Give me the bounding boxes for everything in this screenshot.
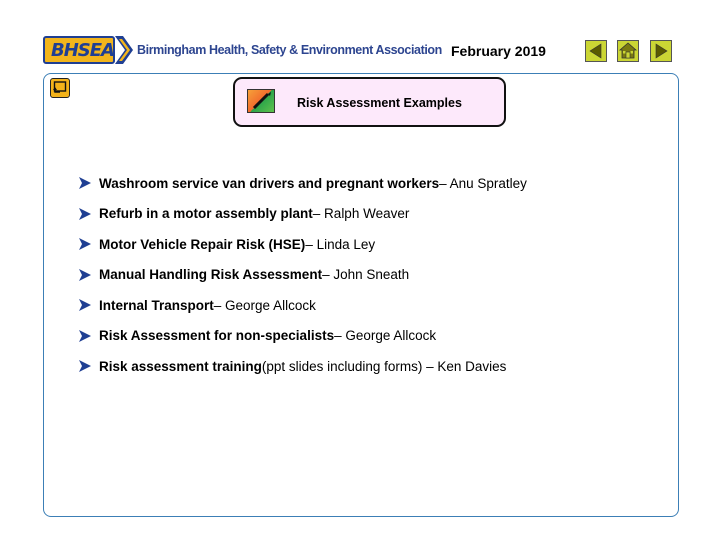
screen-return-icon <box>51 79 69 97</box>
example-author: – Linda Ley <box>305 236 376 252</box>
example-link[interactable]: Manual Handling Risk Assessment <box>99 267 323 283</box>
examples-list <box>78 168 527 382</box>
list-item <box>78 168 527 199</box>
right-arrow-icon <box>651 41 671 61</box>
return-link-button[interactable] <box>50 78 70 98</box>
bullet-arrow-icon <box>78 268 92 282</box>
list-item <box>78 260 527 291</box>
example-author: – George Allcock <box>334 328 437 344</box>
example-link[interactable]: Internal Transport <box>99 297 214 313</box>
next-slide-button[interactable] <box>650 40 672 62</box>
org-name: Birmingham Health, Safety & Environment Association <box>137 43 442 57</box>
example-author: – John Sneath <box>322 267 410 283</box>
bullet-arrow-icon <box>78 298 92 312</box>
example-author: – Anu Spratley <box>439 175 527 191</box>
logo-chevron-icon <box>113 36 133 64</box>
left-arrow-icon <box>586 41 606 61</box>
list-item <box>78 351 527 382</box>
example-link[interactable]: Motor Vehicle Repair Risk (HSE) <box>99 236 306 252</box>
risk-assessment-icon <box>247 89 275 113</box>
bullet-arrow-icon <box>78 237 92 251</box>
logo-badge <box>43 36 115 64</box>
example-author: – Ralph Weaver <box>312 206 410 222</box>
example-author: (ppt slides including forms) – Ken Davies <box>261 358 507 374</box>
title-box <box>233 77 506 127</box>
bullet-arrow-icon <box>78 329 92 343</box>
list-item <box>78 199 527 230</box>
example-link[interactable]: Risk assessment training <box>99 358 262 374</box>
example-link[interactable]: Refurb in a motor assembly plant <box>99 206 313 222</box>
bullet-arrow-icon <box>78 207 92 221</box>
page-title: Risk Assessment Examples <box>297 96 462 110</box>
list-item <box>78 290 527 321</box>
home-icon <box>618 41 638 61</box>
bhsea-logo <box>43 36 133 66</box>
header-date: February 2019 <box>451 43 546 59</box>
example-link[interactable]: Washroom service van drivers and pregnant workers <box>99 175 440 191</box>
example-link[interactable]: Risk Assessment for non-specialists <box>99 328 335 344</box>
list-item <box>78 229 527 260</box>
previous-slide-button[interactable] <box>585 40 607 62</box>
bullet-arrow-icon <box>78 176 92 190</box>
list-item <box>78 321 527 352</box>
logo-text: BHSEA <box>51 40 114 61</box>
bullet-arrow-icon <box>78 359 92 373</box>
example-author: – George Allcock <box>213 297 316 313</box>
home-button[interactable] <box>617 40 639 62</box>
